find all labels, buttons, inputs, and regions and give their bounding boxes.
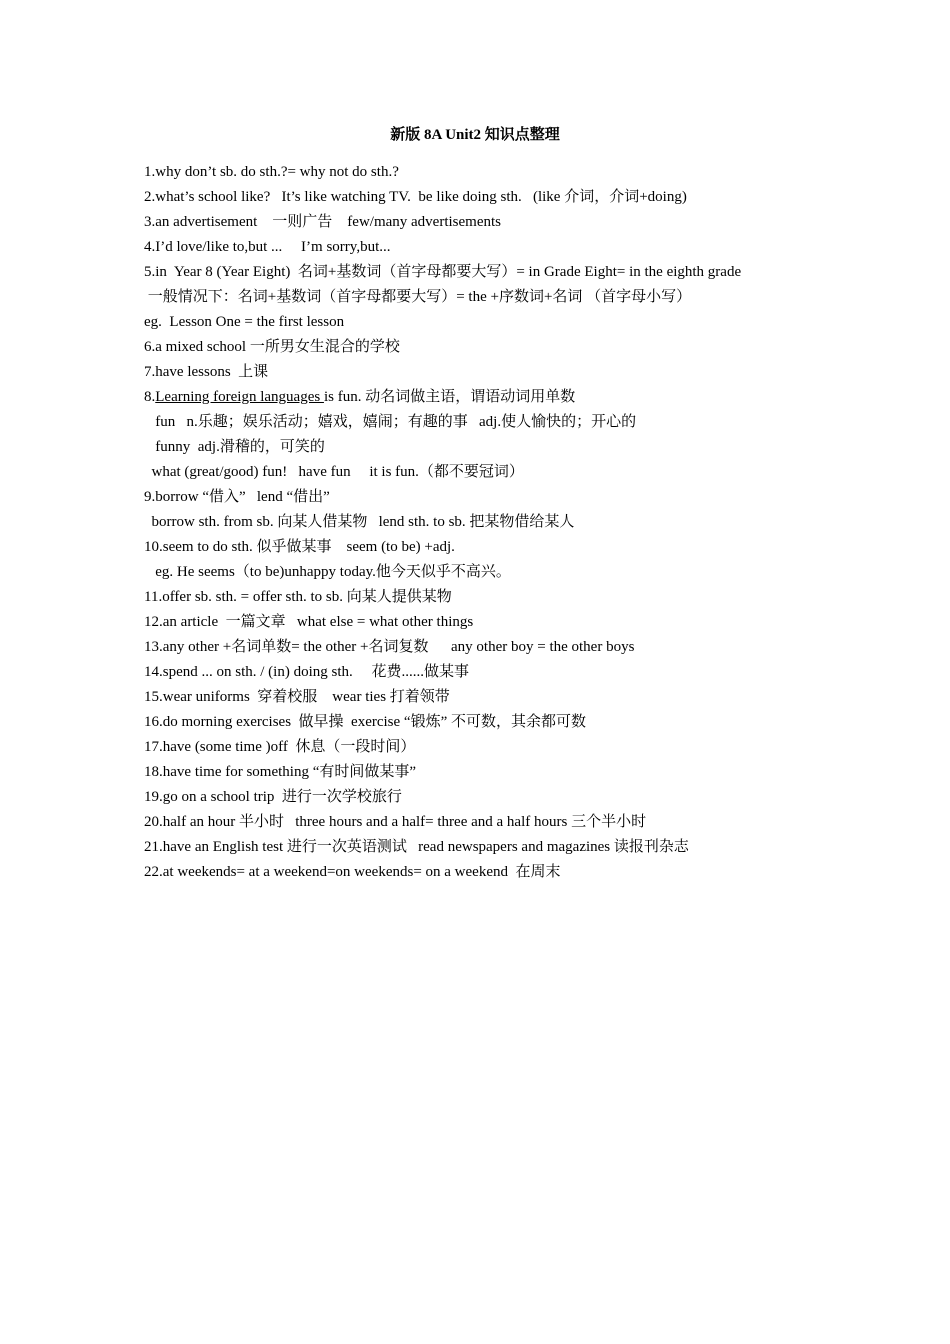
note-line-10-rest: is fun. 动名词做主语，谓语动词用单数 bbox=[323, 389, 576, 405]
note-line-10 bbox=[144, 385, 864, 410]
note-line-11: fun n.乐趣；娱乐活动；嬉戏，嬉闹；有趣的事 adj.使人愉快的；开心的 bbox=[144, 414, 637, 430]
note-line-24: 17.have (some time )off 休息（一段时间） bbox=[144, 739, 416, 755]
note-line-6: 一般情况下：名词+基数词（首字母都要大写）= the +序数词+名词 （首字母小写） bbox=[144, 289, 692, 305]
note-line-15: borrow sth. from sb. 向某人借某物 lend sth. to sb. 把某物借给某人 bbox=[144, 514, 575, 530]
document-title: 新版 8A Unit2 知识点整理 bbox=[390, 127, 560, 143]
note-line-25: 18.have time for something “有时间做某事” bbox=[144, 764, 417, 780]
note-line-14: 9.borrow “借入” lend “借出” bbox=[144, 489, 330, 505]
note-line-21: 14.spend ... on sth. / (in) doing sth. 花费......做某事 bbox=[144, 664, 469, 680]
note-line-16: 10.seem to do sth. 似乎做某事 seem (to be) +adj. bbox=[144, 539, 455, 555]
note-line-28: 21.have an English test 进行一次英语测试 read newspapers and magazines 读报刊杂志 bbox=[144, 839, 689, 855]
note-line-7: eg. Lesson One = the first lesson bbox=[144, 314, 345, 330]
note-line-22: 15.wear uniforms 穿着校服 wear ties 打着领带 bbox=[144, 689, 450, 705]
note-line-29: 22.at weekends= at a weekend=on weekends= on a weekend 在周末 bbox=[144, 864, 561, 880]
note-line-13: what (great/good) fun! have fun it is fun.（都不要冠词） bbox=[144, 464, 524, 480]
notes-list bbox=[144, 160, 864, 885]
note-line-9: 7.have lessons 上课 bbox=[144, 364, 269, 380]
note-line-27: 20.half an hour 半小时 three hours and a half= three and a half hours 三个半小时 bbox=[144, 814, 647, 830]
note-line-18: 11.offer sb. sth. = offer sth. to sb. 向某人提供某物 bbox=[144, 589, 452, 605]
note-line-23: 16.do morning exercises 做早操 exercise “锻炼” 不可数，其余都可数 bbox=[144, 714, 586, 730]
note-line-8: 6.a mixed school 一所男女生混合的学校 bbox=[144, 339, 400, 355]
note-line-20: 13.any other +名词单数= the other +名词复数 any other boy = the other boys bbox=[144, 639, 635, 655]
note-line-17: eg. He seems（to be)unhappy today.他今天似乎不高兴。 bbox=[144, 564, 511, 580]
note-line-12: funny adj.滑稽的，可笑的 bbox=[144, 439, 325, 455]
note-line-10-number: 8. bbox=[144, 389, 156, 405]
note-line-4: 4.I’d love/like to,but ... I’m sorry,but... bbox=[144, 239, 391, 255]
note-line-26: 19.go on a school trip 进行一次学校旅行 bbox=[144, 789, 402, 805]
note-line-5: 5.in Year 8 (Year Eight) 名词+基数词（首字母都要大写）= in Grade Eight= in the eighth grade bbox=[144, 264, 742, 280]
note-line-2: 2.what’s school like? It’s like watching TV. be like doing sth. (like 介词，介词+doing) bbox=[144, 189, 687, 205]
note-line-3: 3.an advertisement 一则广告 few/many advertisements bbox=[144, 214, 501, 230]
note-line-19: 12.an article 一篇文章 what else = what other things bbox=[144, 614, 474, 630]
note-line-10-underlined: Learning foreign languages bbox=[155, 389, 324, 405]
note-line-1: 1.why don’t sb. do sth.?= why not do sth.? bbox=[144, 164, 399, 180]
